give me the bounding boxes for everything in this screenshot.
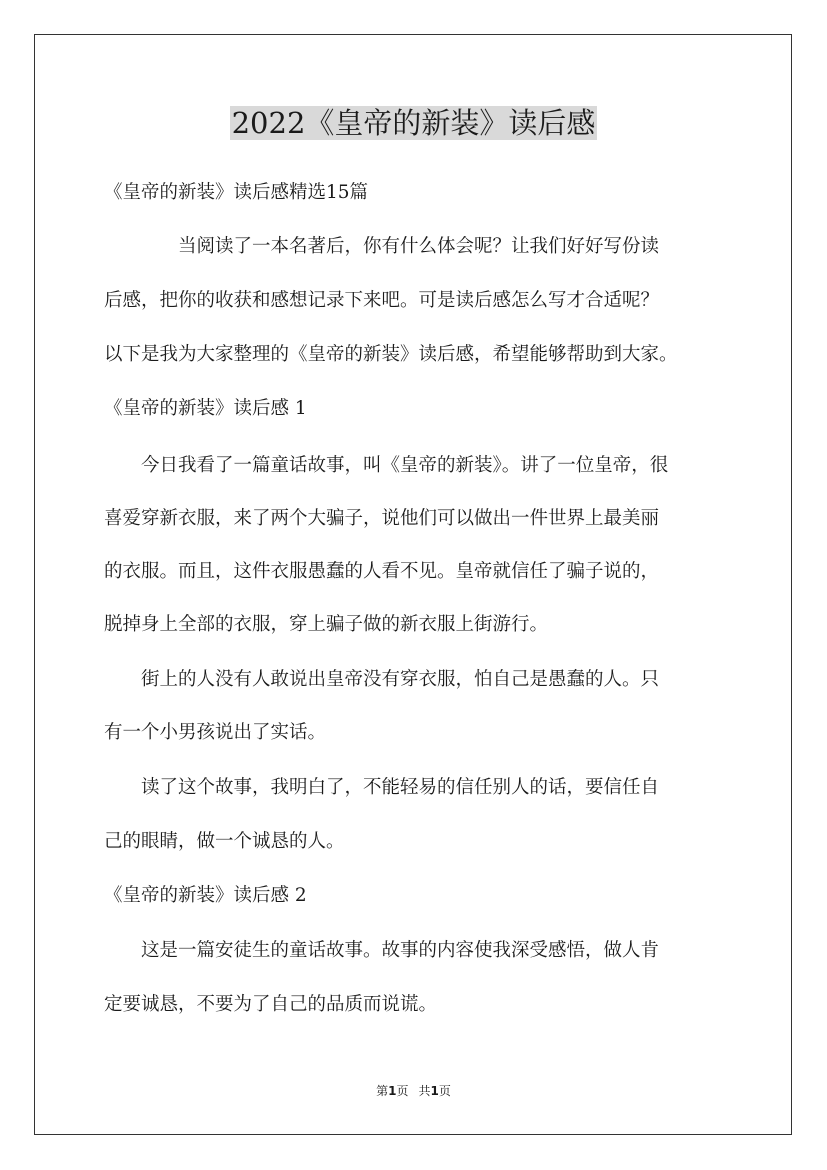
paragraph-line: 当阅读了一本名著后，你有什么体会呢？让我们好好写份读 [178, 236, 660, 257]
footer-page-label-post: 页 [396, 1084, 409, 1098]
paragraph-line: 后感，把你的收获和感想记录下来吧。可是读后感怎么写才合适呢？ [104, 290, 660, 311]
paragraph-line: 这是一篇安徒生的童话故事。故事的内容使我深受感悟，做人肯 [141, 940, 660, 961]
subtitle-line: 《皇帝的新装》读后感精选15篇 [104, 182, 369, 203]
paragraph-line: 以下是我为大家整理的《皇帝的新装》读后感，希望能够帮助到大家。 [104, 344, 678, 365]
footer-page-current: 1 [388, 1084, 397, 1098]
footer-page-total: 1 [430, 1084, 439, 1098]
paragraph-line: 的衣服。而且，这件衣服愚蠢的人看不见。皇帝就信任了骗子说的， [104, 561, 660, 582]
section-heading-1: 《皇帝的新装》读后感 1 [104, 398, 307, 419]
footer-total-label-pre: 共 [418, 1084, 431, 1098]
paragraph-line: 读了这个故事，我明白了，不能轻易的信任别人的话，要信任自 [141, 777, 660, 798]
footer-total-label-post: 页 [438, 1084, 451, 1098]
document-title [0, 104, 827, 142]
document-title-text: 2022《皇帝的新装》读后感 [231, 106, 596, 140]
paragraph-line: 定要诚恳，不要为了自己的品质而说谎。 [104, 994, 438, 1015]
footer-page-label-pre: 第 [376, 1084, 389, 1098]
paragraph-line: 脱掉身上全部的衣服，穿上骗子做的新衣服上街游行。 [104, 614, 549, 635]
paragraph-line: 街上的人没有人敢说出皇帝没有穿衣服，怕自己是愚蠢的人。只 [141, 669, 660, 690]
page-footer [0, 1083, 827, 1099]
paragraph-line: 己的眼睛，做一个诚恳的人。 [104, 831, 345, 852]
section-heading-2: 《皇帝的新装》读后感 2 [104, 885, 307, 906]
paragraph-line: 有一个小男孩说出了实话。 [104, 722, 327, 743]
paragraph-line: 今日我看了一篇童话故事，叫《皇帝的新装》。讲了一位皇帝，很 [141, 455, 669, 476]
paragraph-line: 喜爱穿新衣服，来了两个大骗子，说他们可以做出一件世界上最美丽 [104, 508, 660, 529]
